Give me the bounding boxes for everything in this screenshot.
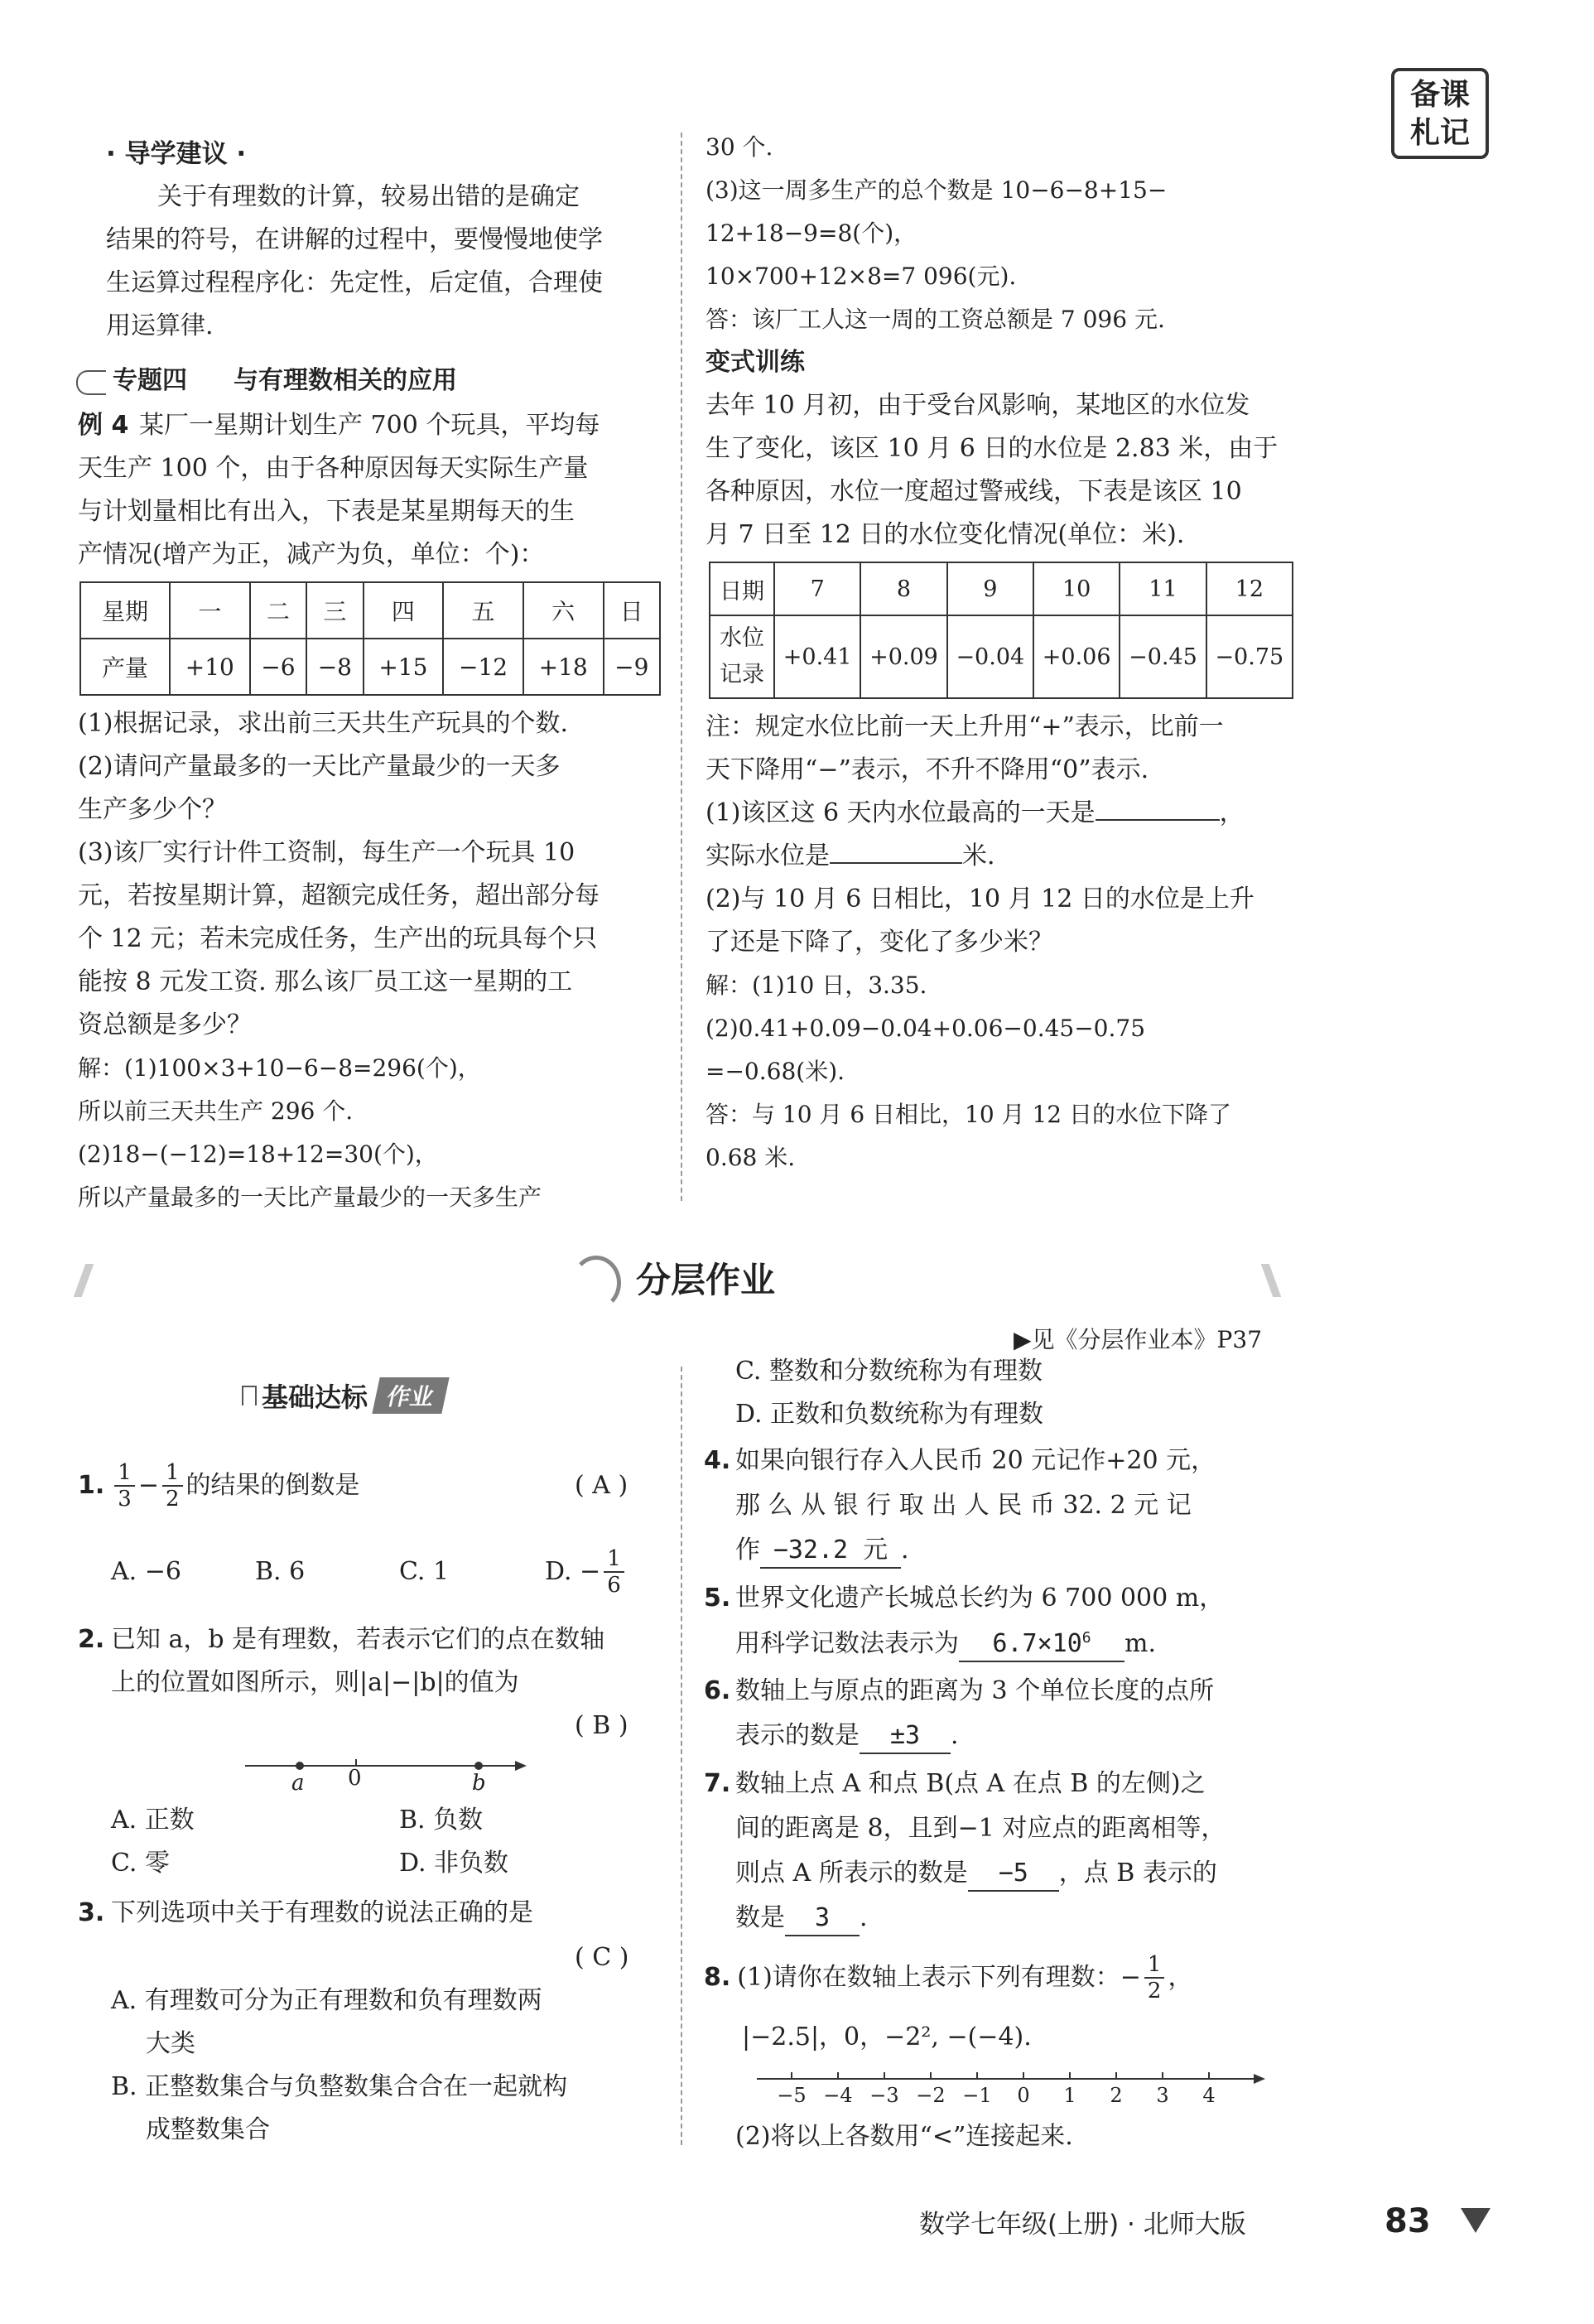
layered-reference: ▶见《分层作业本》P37	[1014, 1326, 1263, 1353]
variant-q2-line2: 了还是下降了，变化了多少米？	[706, 928, 1053, 957]
guide-line-2: 结果的符号，在讲解的过程中，要慢慢地使学	[106, 225, 603, 254]
q2-label-a: a	[291, 1771, 305, 1796]
variant-q2-line1: (2)与 10 月 6 日相比，10 月 12 日的水位是上升	[706, 885, 1254, 914]
topic4-marker-icon	[76, 370, 106, 395]
q8-line-1	[704, 1951, 1192, 2004]
variant-line-2: 生了变化，该区 10 月 6 日的水位是 2.83 米，由于	[706, 434, 1279, 463]
q2-answer: ( B )	[575, 1711, 628, 1740]
q2-line-2: 上的位置如图所示，则|a|−|b|的值为	[111, 1668, 519, 1697]
example4-question-6: 个 12 元；若未完成任务，生产出的玩具每个只	[78, 924, 598, 953]
example4-solution-1: 解：(1)100×3+10−6−8=296(个)，	[78, 1054, 481, 1082]
guide-line-1: 关于有理数的计算，较易出错的是确定	[157, 182, 580, 211]
solution-cont-1: 30 个.	[706, 133, 773, 161]
q7-blank-b[interactable]: 3	[785, 1902, 860, 1936]
table-cell-value: +10	[170, 639, 250, 695]
q1-option-b: B. 6	[255, 1557, 306, 1586]
q4-pre: 作	[735, 1536, 760, 1565]
variant-q1-line1	[706, 792, 1245, 835]
example4-question-7: 能按 8 元发工资. 那么该厂员工这一星期的工	[78, 967, 573, 996]
q2-line-1: 已知 a，b 是有理数，若表示它们的点在数轴	[111, 1625, 605, 1654]
basic-tag-icon	[242, 1386, 257, 1405]
table-cell-level: −0.75	[1206, 615, 1293, 698]
q5-line-2	[735, 1622, 1156, 1666]
example4-line-2: 天生产 100 个，由于各种原因每天实际生产量	[78, 454, 589, 483]
variant-line-3: 各种原因，水位一度超过警戒线，下表是该区 10	[706, 477, 1242, 506]
q2-option-d: D. 非负数	[399, 1849, 509, 1878]
table-cell-date: 11	[1120, 562, 1206, 615]
q1-f2-num: 1	[162, 1460, 183, 1487]
basic-tag-label: 基础达标	[262, 1381, 368, 1413]
variant-title: 变式训练	[706, 348, 805, 377]
q1-text: 的结果的倒数是	[185, 1471, 360, 1500]
example4-line-1: 某厂一星期计划生产 700 个玩具，平均每	[139, 411, 600, 440]
q7-post: .	[860, 1903, 868, 1932]
variant-answer-4: 答：与 10 月 6 日相比，10 月 12 日的水位下降了	[706, 1101, 1232, 1128]
q8-tick-label: 0	[1017, 2084, 1030, 2107]
solution-cont-2: (3)这一周多生产的总个数是 10−6−8+15−	[706, 176, 1168, 204]
q2-option-a: A. 正数	[111, 1806, 195, 1835]
q1-optd-num: 1	[604, 1546, 624, 1573]
q4-number: 4.	[704, 1446, 731, 1475]
q3-number: 3.	[78, 1898, 105, 1927]
q5-blank-exponent: 6	[1081, 1629, 1091, 1647]
q7-line-1: 数轴上点 A 和点 B(点 A 在点 B 的左侧)之	[735, 1769, 1206, 1798]
q3-option-c: C. 整数和分数统称为有理数	[735, 1357, 1043, 1386]
q2-option-b: B. 负数	[399, 1806, 484, 1835]
q6-blank[interactable]: ±3	[860, 1719, 951, 1754]
q7-pre2: 数是	[735, 1903, 785, 1932]
q6-pre: 表示的数是	[735, 1721, 860, 1750]
q4-line-2: 那 么 从 银 行 取 出 人 民 币 32. 2 元 记	[735, 1491, 1192, 1520]
corner-badge-line2: 札记	[1409, 116, 1470, 150]
table-cell-date: 7	[774, 562, 860, 615]
q8-tick-label: 3	[1156, 2084, 1169, 2107]
table-cell-level: +0.06	[1033, 615, 1120, 698]
q1-f2-den: 2	[165, 1487, 180, 1512]
table-head-output: 产量	[80, 639, 170, 695]
table-head-weekday: 星期	[80, 582, 170, 639]
table-cell-value: −12	[443, 639, 523, 695]
q8-axis-arrow-icon	[1254, 2074, 1265, 2084]
table-head-date: 日期	[710, 562, 774, 615]
variant-note-2: 天下降用“−”表示，不升不降用“0”表示.	[706, 755, 1149, 784]
example4-label: 例 4	[78, 411, 129, 440]
variant-q1-line2	[706, 835, 995, 878]
table-cell-day: 一	[170, 582, 250, 639]
table-head-level	[710, 615, 774, 698]
q1-option-d: D. −	[545, 1557, 601, 1586]
q6-number: 6.	[704, 1676, 731, 1705]
q7-number: 7.	[704, 1769, 731, 1798]
table-cell-day: 二	[250, 582, 306, 639]
q2-label-b: b	[472, 1771, 486, 1796]
variant-answer-2: (2)0.41+0.09−0.04+0.06−0.45−0.75	[706, 1015, 1146, 1042]
q3-answer: ( C )	[575, 1943, 629, 1972]
q5-number: 5.	[704, 1584, 731, 1613]
table-cell-value: −6	[250, 639, 306, 695]
q6-post: .	[951, 1721, 959, 1750]
topic4-title: 与有理数相关的应用	[234, 366, 457, 395]
q8-f-num: 1	[1144, 1952, 1165, 1979]
table-cell-level: +0.41	[774, 615, 860, 698]
example4-solution-2: 所以前三天共生产 296 个.	[78, 1097, 354, 1125]
q7-line-4	[735, 1897, 868, 1940]
q8-fraction	[1144, 1952, 1165, 2003]
table-cell-date: 12	[1206, 562, 1293, 615]
footer-page-number: 83	[1385, 2202, 1431, 2240]
variant-answer-1: 解：(1)10 日，3.35.	[706, 972, 927, 999]
q5-post: m.	[1124, 1629, 1156, 1658]
q8-tick-label: −2	[916, 2084, 946, 2107]
q1-option-d-line	[545, 1545, 628, 1598]
table-cell-day: 三	[306, 582, 363, 639]
q1-option-c: C. 1	[399, 1557, 450, 1586]
production-table	[79, 581, 661, 696]
q8-tick-label: 2	[1110, 2084, 1123, 2107]
example4-question-4: (3)该厂实行计件工资制，每生产一个玩具 10	[78, 838, 575, 867]
q1-minus: −	[137, 1471, 159, 1500]
footer-corner-mark-icon	[1461, 2208, 1490, 2233]
table-cell-day: 五	[443, 582, 523, 639]
variant-q1-blank-day[interactable]	[1096, 819, 1220, 821]
table-cell-day: 四	[364, 582, 444, 639]
q8-number: 8.	[704, 1963, 731, 1992]
corner-badge-line1: 备课	[1409, 78, 1470, 112]
variant-answer-5: 0.68 米.	[706, 1144, 796, 1171]
example4-question-2: (2)请问产量最多的一天比产量最少的一天多	[78, 752, 561, 781]
table-cell-value: −9	[604, 639, 661, 695]
q8-comma: ，	[1168, 1963, 1193, 1992]
q4-line-3	[735, 1529, 909, 1572]
q8-f-den: 2	[1147, 1979, 1162, 2003]
q8-tick-label: −4	[823, 2084, 853, 2107]
q2-label-zero: 0	[348, 1766, 362, 1791]
q2-number-line	[240, 1748, 530, 1806]
q5-blank-value: 6.7×10	[992, 1629, 1082, 1658]
table-cell-value: +18	[523, 639, 604, 695]
q4-post: .	[901, 1536, 909, 1565]
header-left-stroke	[74, 1264, 94, 1297]
q1-f1-num: 1	[114, 1460, 135, 1487]
table-cell-date: 9	[947, 562, 1033, 615]
q7-line-3	[735, 1852, 1217, 1895]
example4-question-5: 元，若按星期计算，超额完成任务，超出部分每	[78, 881, 600, 910]
variant-line-4: 月 7 日至 12 日的水位变化情况(单位：米).	[706, 520, 1185, 549]
variant-q1b-text: 实际水位是	[706, 841, 830, 870]
example4-line-3: 与计划量相比有出入，下表是某星期每天的生	[78, 497, 575, 526]
q7-mid: ，点 B 表示的	[1058, 1859, 1217, 1888]
q5-line-1: 世界文化遗产长城总长约为 6 700 000 m，	[735, 1584, 1225, 1613]
table-cell-level: −0.45	[1120, 615, 1206, 698]
q2-number: 2.	[78, 1625, 105, 1654]
example4-solution-3: (2)18−(−12)=18+12=30(个)，	[78, 1140, 438, 1168]
variant-q1-text: (1)该区这 6 天内水位最高的一天是	[706, 798, 1096, 827]
q3-option-d: D. 正数和负数统称为有理数	[735, 1400, 1044, 1429]
table-cell-level: +0.09	[860, 615, 946, 698]
q3-option-a-2: 大类	[146, 2029, 195, 2058]
q1-optd-den: 6	[607, 1573, 621, 1598]
basic-tag	[242, 1377, 445, 1415]
guide-line-4: 用运算律.	[106, 311, 214, 340]
q2-axis-arrow-icon	[515, 1761, 527, 1771]
solution-cont-5: 答：该厂工人这一周的工资总额是 7 096 元.	[706, 306, 1165, 333]
q2-option-c: C. 零	[111, 1849, 170, 1878]
example4-question-3: 生产多少个？	[78, 795, 227, 824]
q8-line-2: |−2.5|，0，−2², −(−4).	[742, 2023, 1032, 2052]
variant-line-1: 去年 10 月初，由于受台风影响，某地区的水位发	[706, 391, 1250, 420]
layered-swirl-icon	[571, 1256, 621, 1310]
table-cell-date: 10	[1033, 562, 1120, 615]
q3-option-b-2: 成整数集合	[146, 2115, 270, 2144]
table-cell-day: 六	[523, 582, 604, 639]
q8-tick-label: −1	[962, 2084, 992, 2107]
table-cell-value: −8	[306, 639, 363, 695]
q3-option-a-1: A. 有理数可分为正有理数和负有理数两	[111, 1986, 542, 2015]
q1-option-a: A. −6	[111, 1557, 181, 1586]
q8-tick-label: −3	[869, 2084, 899, 2107]
q8-line-3: (2)将以上各数用“<”连接起来.	[735, 2122, 1073, 2151]
table-cell-level: −0.04	[947, 615, 1033, 698]
q8-tick-label: 4	[1202, 2084, 1216, 2107]
example4-question-1: (1)根据记录，求出前三天共生产玩具的个数.	[78, 709, 569, 738]
q5-pre: 用科学记数法表示为	[735, 1629, 959, 1658]
q5-blank[interactable]	[959, 1622, 1124, 1662]
q3-option-b-1: B. 正整数集合与负整数集合合在一起就构	[111, 2072, 568, 2101]
table-cell-date: 8	[860, 562, 946, 615]
q7-pre: 则点 A 所表示的数是	[735, 1859, 968, 1888]
table-head-level-2: 记录	[720, 662, 764, 687]
q8-number-line[interactable]	[750, 2066, 1272, 2115]
example4-question-8: 资总额是多少？	[78, 1010, 252, 1039]
q8-text: (1)请你在数轴上表示下列有理数：−	[737, 1963, 1141, 1992]
variant-q1-blank-level[interactable]	[830, 862, 962, 864]
example4-solution-4: 所以产量最多的一天比产量最少的一天多生产	[78, 1184, 542, 1211]
variant-q1-comma: ，	[1219, 798, 1245, 827]
q1-option-d-fraction	[604, 1546, 624, 1598]
q6-line-2	[735, 1714, 959, 1757]
guide-title: · 导学建议 ·	[106, 139, 247, 169]
q4-blank[interactable]: −32.2 元	[760, 1534, 901, 1569]
q1-answer: ( A )	[575, 1471, 628, 1500]
variant-note-1: 注：规定水位比前一天上升用“+”表示，比前一	[706, 712, 1224, 741]
q1-line	[78, 1461, 360, 1511]
q6-line-1: 数轴上与原点的距离为 3 个单位长度的点所	[735, 1676, 1215, 1705]
table-cell-value: +15	[364, 639, 444, 695]
q1-f1-den: 3	[118, 1487, 132, 1512]
example4-line-4: 产情况(增产为正，减产为负，单位：个)：	[78, 540, 545, 569]
basic-tag-badge: 作业	[372, 1377, 449, 1414]
header-right-stroke	[1261, 1264, 1282, 1297]
q7-line-2: 间的距离是 8，且到−1 对应点的距离相等，	[735, 1814, 1226, 1843]
q8-tick-label: −5	[777, 2084, 807, 2107]
q1-fraction-1	[114, 1460, 135, 1512]
q4-line-1: 如果向银行存入人民币 20 元记作+20 元，	[735, 1446, 1216, 1475]
table-head-level-1: 水位	[720, 625, 764, 651]
variant-answer-3: =−0.68(米).	[706, 1058, 845, 1085]
corner-badge	[1391, 68, 1489, 159]
guide-line-3: 生运算过程程序化：先定性，后定值，合理使	[106, 268, 603, 297]
q8-tick-group	[777, 2072, 1215, 2107]
layered-title: 分层作业	[636, 1260, 776, 1300]
topic4-label: 专题四	[113, 366, 187, 395]
solution-cont-3: 12+18−9=8(个)，	[706, 219, 917, 247]
q1-fraction-2	[162, 1460, 183, 1512]
table-cell-day: 日	[604, 582, 661, 639]
q8-tick-label: 1	[1063, 2084, 1076, 2107]
footer-book-title: 数学七年级(上册) · 北师大版	[919, 2210, 1246, 2240]
column-divider-bottom	[681, 1367, 682, 2145]
q1-number: 1.	[78, 1471, 105, 1500]
q3-text: 下列选项中关于有理数的说法正确的是	[111, 1898, 533, 1927]
q7-blank-a[interactable]: −5	[968, 1857, 1059, 1892]
water-level-table	[709, 562, 1293, 699]
variant-q1-unit: 米.	[962, 841, 995, 870]
column-divider-top	[681, 133, 682, 1201]
solution-cont-4: 10×700+12×8=7 096(元).	[706, 263, 1017, 290]
